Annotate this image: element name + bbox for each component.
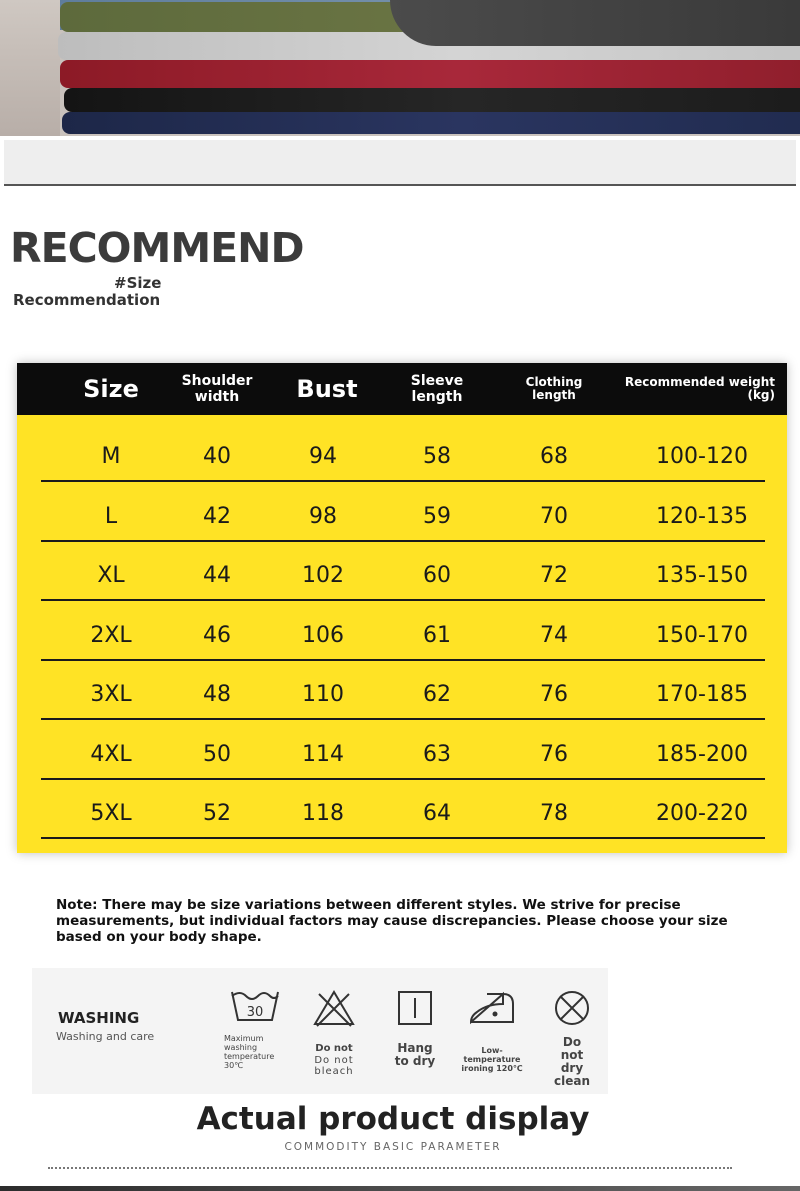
cell-length: 78 (540, 801, 568, 826)
do-not-dry-clean-label: Do not dry clean (554, 1035, 591, 1088)
cell-bust: 118 (302, 801, 344, 826)
cell-shoulder: 46 (203, 622, 231, 648)
hero-background (0, 0, 60, 136)
cell-shoulder: 52 (203, 801, 231, 826)
header-bust: Bust (296, 375, 358, 403)
shirt-charcoal-fold (390, 0, 800, 46)
table-row (17, 606, 787, 665)
product-display-title: Actual product display (196, 1101, 590, 1137)
recommend-tag: #Size (114, 274, 162, 292)
cell-sleeve: 60 (423, 563, 451, 588)
cell-length: 76 (540, 682, 568, 707)
cell-shoulder: 44 (203, 563, 231, 588)
do-not-bleach-item (306, 988, 362, 1077)
cell-weight: 100-120 (656, 444, 748, 469)
cell-length: 74 (540, 622, 568, 648)
table-row (17, 784, 787, 843)
recommend-subtitle: Recommendation (13, 291, 161, 309)
dotted-divider (48, 1167, 732, 1169)
shirt-black (64, 88, 800, 112)
cell-length: 68 (540, 444, 568, 469)
low-temperature-ironing-icon (465, 988, 519, 1028)
washing-subtitle: Washing and care (56, 1030, 155, 1043)
do-not-bleach-icon (311, 988, 357, 1028)
row-divider (41, 599, 765, 601)
cell-sleeve: 64 (423, 801, 451, 826)
cell-weight: 200-220 (656, 801, 748, 826)
cell-shoulder: 50 (203, 741, 231, 767)
cell-length: 76 (540, 741, 568, 767)
do-not-dry-clean-icon (552, 988, 592, 1028)
table-header (17, 363, 787, 415)
ironing-label: Low-temperature ironing 120℃ (461, 1046, 523, 1073)
row-divider (41, 837, 765, 839)
row-divider (41, 778, 765, 780)
cell-sleeve: 62 (423, 682, 451, 707)
size-note: Note: There may be size variations between different styles. We strive for precise measurements, but individual factors may cause discrepancies. Please choose your size based on your body shape. (56, 897, 728, 945)
cell-shoulder: 42 (203, 503, 231, 529)
do-not-bleach-label-2: Do not bleach (314, 1055, 354, 1077)
cell-size: M (101, 444, 121, 469)
cell-weight: 185-200 (656, 741, 748, 767)
header-recommended-weight: Recommended weight (kg) (624, 375, 775, 402)
do-not-dry-clean-item (548, 988, 596, 1088)
product-display-subtitle: COMMODITY BASIC PARAMETER (284, 1141, 502, 1153)
row-divider (41, 540, 765, 542)
cell-size: L (104, 503, 118, 529)
header-clothing-length: Clothing length (525, 375, 583, 402)
cell-weight: 170-185 (656, 682, 748, 707)
cell-bust: 94 (309, 444, 337, 469)
row-divider (41, 718, 765, 720)
do-not-bleach-label: Do not (315, 1043, 353, 1054)
wash-temperature-item (220, 988, 290, 1070)
table-row (17, 665, 787, 724)
cell-weight: 150-170 (656, 622, 748, 648)
header-sleeve-length: Sleeve length (410, 373, 464, 405)
recommend-title: RECOMMEND (10, 224, 304, 272)
cell-bust: 114 (302, 741, 344, 767)
cell-size: XL (97, 563, 125, 588)
cell-weight: 120-135 (656, 503, 748, 529)
section-divider-band (4, 140, 796, 186)
cell-size: 3XL (90, 682, 132, 707)
table-row (17, 725, 787, 784)
cell-weight: 135-150 (656, 563, 748, 588)
cell-bust: 98 (309, 503, 337, 529)
product-hero-image (0, 0, 800, 136)
cell-sleeve: 58 (423, 444, 451, 469)
size-chart-table (17, 363, 787, 853)
cell-sleeve: 61 (423, 622, 451, 648)
row-divider (41, 480, 765, 482)
wash-temperature-number: 30 (246, 1005, 264, 1020)
table-row (17, 546, 787, 605)
row-divider (41, 659, 765, 661)
hang-to-dry-item (390, 988, 440, 1068)
header-shoulder-width: Shoulder width (181, 373, 253, 405)
table-row (17, 487, 787, 546)
cell-size: 5XL (90, 801, 132, 826)
cell-sleeve: 63 (423, 741, 451, 767)
washing-title: WASHING (58, 1009, 140, 1027)
cell-size: 2XL (90, 622, 132, 648)
shirt-red (60, 60, 800, 88)
next-image-edge (0, 1186, 800, 1191)
cell-bust: 110 (302, 682, 344, 707)
shirt-navy (62, 112, 800, 134)
cell-shoulder: 48 (203, 682, 231, 707)
header-size: Size (83, 375, 139, 403)
table-row (17, 427, 787, 486)
cell-shoulder: 40 (203, 444, 231, 469)
low-temperature-ironing-item (455, 988, 529, 1073)
cell-sleeve: 59 (423, 503, 451, 529)
cell-bust: 102 (302, 563, 344, 588)
cell-size: 4XL (90, 741, 132, 767)
hang-to-dry-label: Hang to dry (394, 1041, 436, 1068)
hang-to-dry-icon (395, 988, 435, 1028)
cell-length: 70 (540, 503, 568, 529)
wash-temperature-label: Maximum washing temperature 30℃ (224, 1034, 275, 1070)
wash-30-icon (228, 988, 282, 1024)
cell-bust: 106 (302, 622, 344, 648)
cell-length: 72 (540, 563, 568, 588)
